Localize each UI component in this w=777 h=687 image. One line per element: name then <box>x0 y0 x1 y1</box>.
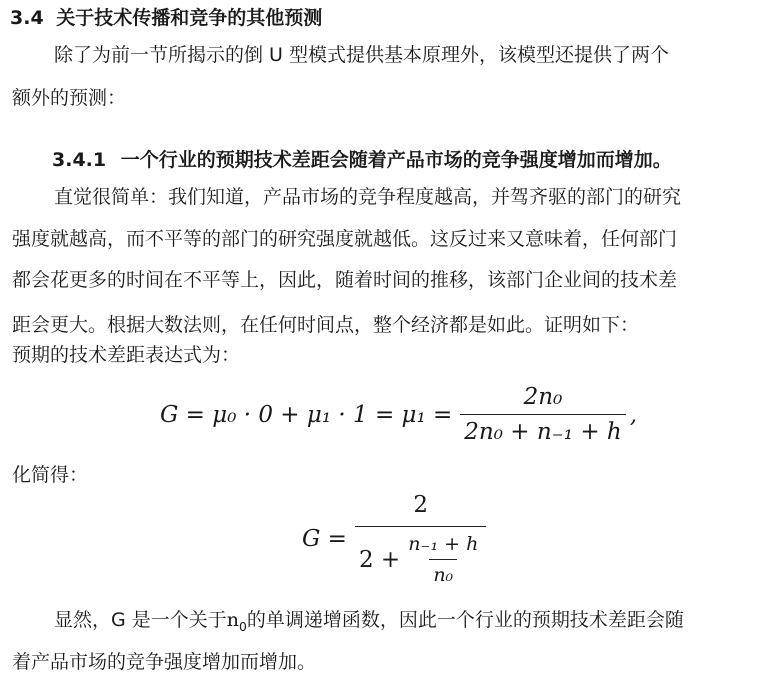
equation-1-fraction <box>460 384 625 445</box>
section-heading <box>10 4 322 32</box>
equation-2-denominator <box>355 526 486 586</box>
simplify-label: 化简得： <box>12 464 89 486</box>
conclusion-line-1 <box>54 606 684 641</box>
equation-2-numerator: 2 <box>413 492 428 518</box>
conclusion-variable-subscript: 0 <box>239 619 247 634</box>
body-line-1: 直觉很简单：我们知道，产品市场的竞争程度越高，并驾齐驱的部门的研究 <box>54 186 682 208</box>
equation-1-lhs: G = μ₀ · 0 + μ₁ · 1 = μ₁ = <box>160 401 453 428</box>
section-title: 关于技术传播和竞争的其他预测 <box>56 7 323 29</box>
equation-2 <box>302 492 486 586</box>
body-line-2: 强度就越高，而不平等的部门的研究强度就越低。这反过来又意味着，任何部门 <box>12 228 678 250</box>
equation-2-inner-fraction <box>404 533 482 586</box>
conclusion-part-1: 显然，G 是一个关于 <box>54 609 227 631</box>
equation-2-inner-denominator: n₀ <box>429 559 457 586</box>
intro-line-2: 额外的预测： <box>12 87 127 109</box>
equation-2-inner-numerator: n₋₁ + h <box>408 533 479 555</box>
intro-line-1: 除了为前一节所揭示的倒 U 型模式提供基本原理外，该模型还提供了两个 <box>54 44 669 66</box>
equation-1-numerator: 2n₀ <box>523 384 563 410</box>
equation-2-fraction <box>355 492 486 586</box>
equation-1-comma: , <box>629 401 638 428</box>
subsection-heading <box>52 146 672 174</box>
subsection-number: 3.4.1 <box>52 149 107 171</box>
body-line-5: 预期的技术差距表达式为： <box>12 344 241 366</box>
conclusion-variable: n <box>226 609 240 631</box>
body-line-3: 都会花更多的时间在不平等上，因此，随着时间的推移，该部门企业间的技术差 <box>12 269 678 291</box>
conclusion-line-2: 着产品市场的竞争强度增加而增加。 <box>12 651 317 673</box>
section-number: 3.4 <box>10 7 44 29</box>
equation-1-denominator: 2n₀ + n₋₁ + h <box>460 414 625 445</box>
equation-2-den-prefix: 2 + <box>358 546 401 573</box>
subsection-title: 一个行业的预期技术差距会随着产品市场的竞争强度增加而增加。 <box>120 149 672 171</box>
conclusion-part-2: 的单调递增函数，因此一个行业的预期技术差距会随 <box>246 609 684 631</box>
equation-2-lhs: G = <box>302 526 347 552</box>
equation-1 <box>160 384 637 445</box>
body-line-4: 距会更大。根据大数法则，在任何时间点，整个经济都是如此。证明如下： <box>12 314 640 336</box>
